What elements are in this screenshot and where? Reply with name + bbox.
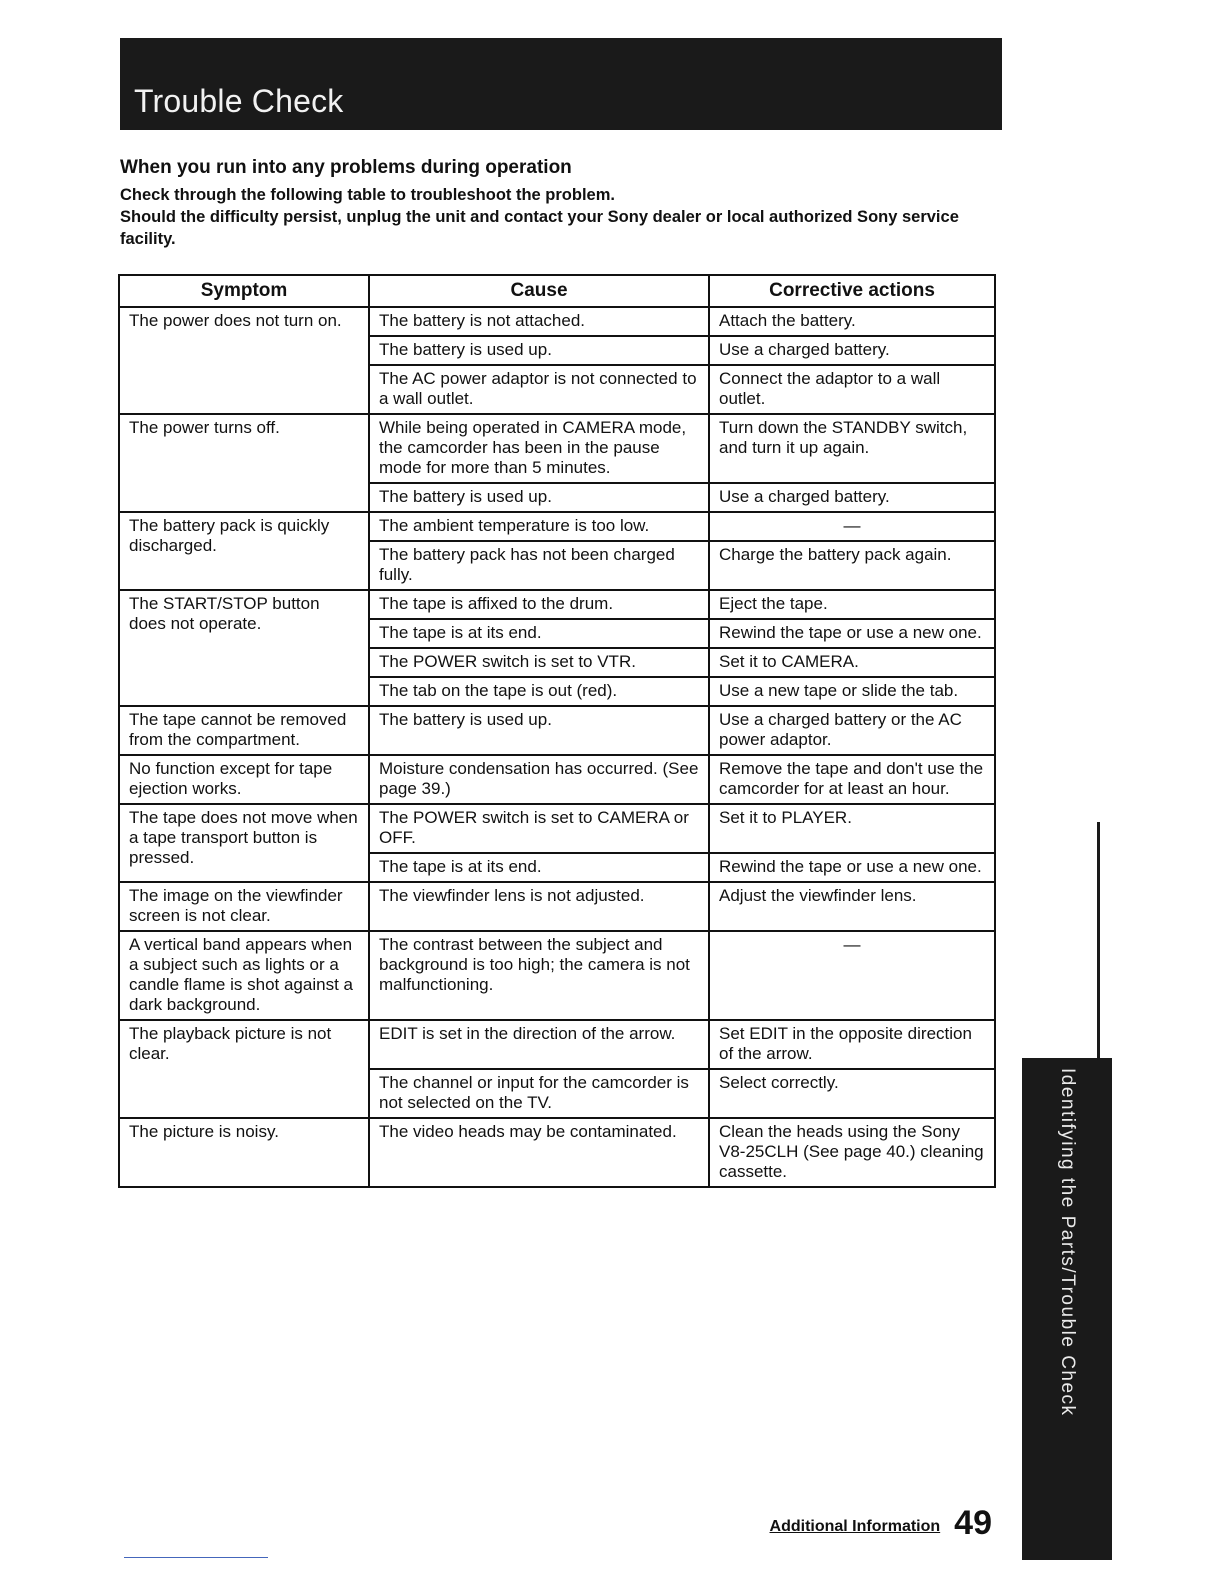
table-row [119,307,995,336]
intro-heading: When you run into any problems during operation [120,157,572,178]
table-row [119,755,995,804]
symptom-cell: A vertical band appears when a subject such as lights or a candle flame is shot against a dark background. [119,931,369,1020]
action-cell: Set it to CAMERA. [709,648,995,677]
table-row [119,1118,995,1187]
table-row [119,804,995,853]
action-cell: Use a new tape or slide the tab. [709,677,995,706]
symptom-cell: The START/STOP button does not operate. [119,590,369,706]
action-cell: Adjust the viewfinder lens. [709,882,995,931]
page-footer [770,1500,992,1540]
cause-cell: The tape is at its end. [369,619,709,648]
side-tab-rule [1097,822,1100,1058]
cause-cell: The tab on the tape is out (red). [369,677,709,706]
action-cell: Use a charged battery or the AC power adaptor. [709,706,995,755]
cause-cell: EDIT is set in the direction of the arrow. [369,1020,709,1069]
cause-cell: While being operated in CAMERA mode, the camcorder has been in the pause mode for more than 5 minutes. [369,414,709,483]
cause-cell: The ambient temperature is too low. [369,512,709,541]
action-cell: Remove the tape and don't use the camcorder for at least an hour. [709,755,995,804]
table-header-row [119,275,995,307]
trouble-table [118,274,996,1188]
action-cell: Turn down the STANDBY switch, and turn it up again. [709,414,995,483]
table-row [119,1020,995,1069]
action-cell: Clean the heads using the Sony V8-25CLH (See page 40.) cleaning cassette. [709,1118,995,1187]
intro-line: Check through the following table to troubleshoot the problem. [120,186,615,204]
action-cell: Charge the battery pack again. [709,541,995,590]
table-row [119,414,995,483]
symptom-cell: The picture is noisy. [119,1118,369,1187]
cause-cell: The battery is used up. [369,483,709,512]
intro-section [120,157,980,250]
cause-cell: The video heads may be contaminated. [369,1118,709,1187]
action-cell: Rewind the tape or use a new one. [709,853,995,882]
page-number: 49 [954,1504,992,1542]
symptom-cell: No function except for tape ejection works. [119,755,369,804]
cause-cell: The contrast between the subject and background is too high; the camera is not malfunctioning. [369,931,709,1020]
symptom-cell: The tape does not move when a tape transport button is pressed. [119,804,369,882]
bottom-rule [124,1557,268,1558]
symptom-cell: The tape cannot be removed from the compartment. [119,706,369,755]
action-cell: Use a charged battery. [709,483,995,512]
symptom-cell: The playback picture is not clear. [119,1020,369,1118]
cause-cell: The battery is used up. [369,706,709,755]
side-tab-label: Identifying the Parts/Trouble Check [1057,1068,1078,1417]
action-cell: Set EDIT in the opposite direction of the arrow. [709,1020,995,1069]
header-cause: Cause [369,275,709,307]
action-cell: Set it to PLAYER. [709,804,995,853]
action-cell: Eject the tape. [709,590,995,619]
cause-cell: The battery pack has not been charged fully. [369,541,709,590]
header-action: Corrective actions [709,275,995,307]
cause-cell: The tape is at its end. [369,853,709,882]
action-cell: — [709,931,995,1020]
table-row [119,706,995,755]
cause-cell: The tape is affixed to the drum. [369,590,709,619]
action-cell: Rewind the tape or use a new one. [709,619,995,648]
symptom-cell: The battery pack is quickly discharged. [119,512,369,590]
cause-cell: Moisture condensation has occurred. (See page 39.) [369,755,709,804]
symptom-cell: The image on the viewfinder screen is not clear. [119,882,369,931]
page-title: Trouble Check [134,83,344,119]
cause-cell: The POWER switch is set to CAMERA or OFF. [369,804,709,853]
section-side-tab [1022,1058,1112,1560]
cause-cell: The battery is used up. [369,336,709,365]
table-row [119,590,995,619]
cause-cell: The channel or input for the camcorder is not selected on the TV. [369,1069,709,1118]
action-cell: Connect the adaptor to a wall outlet. [709,365,995,414]
action-cell: Select correctly. [709,1069,995,1118]
footer-section-label: Additional Information [769,1518,941,1535]
table-row [119,882,995,931]
cause-cell: The viewfinder lens is not adjusted. [369,882,709,931]
cause-cell: The battery is not attached. [369,307,709,336]
cause-cell: The POWER switch is set to VTR. [369,648,709,677]
intro-line: Should the difficulty persist, unplug the unit and contact your Sony dealer or local authorized Sony service facility. [120,208,959,248]
cause-cell: The AC power adaptor is not connected to a wall outlet. [369,365,709,414]
action-cell: Attach the battery. [709,307,995,336]
action-cell: Use a charged battery. [709,336,995,365]
table-row [119,512,995,541]
symptom-cell: The power turns off. [119,414,369,512]
title-bar [120,38,1002,130]
table-row [119,931,995,1020]
action-cell: — [709,512,995,541]
header-symptom: Symptom [119,275,369,307]
symptom-cell: The power does not turn on. [119,307,369,414]
